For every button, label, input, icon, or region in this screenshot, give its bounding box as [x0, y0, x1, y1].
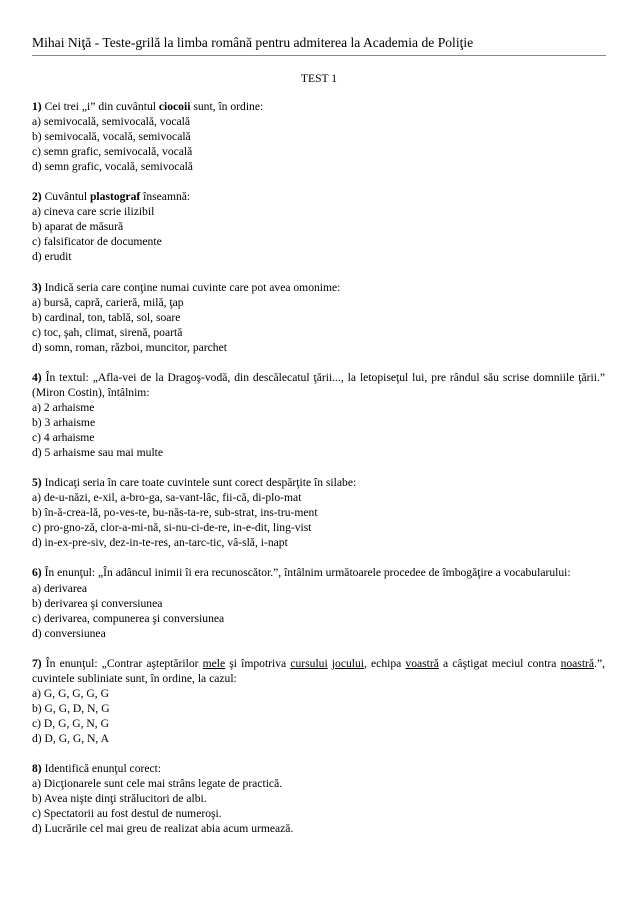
questions-list [32, 99, 605, 851]
question-segment: În enunţul: „Contrar aşteptărilor [41, 656, 203, 670]
question-number: 6) [32, 566, 42, 580]
question-number: 7) [32, 656, 42, 670]
answer-option: c) toc, şah, climat, sirenă, poartă [32, 325, 183, 339]
question-segment: Cei trei „i” din cuvântul [41, 100, 159, 113]
answer-option: c) Spectatorii au fost destul de numeroşi. [32, 807, 222, 821]
answer-option: d) 5 arhaisme sau mai multe [32, 446, 164, 460]
question-number: 3) [32, 280, 42, 294]
question-2 [32, 189, 605, 264]
underlined-word: noastră [560, 656, 595, 670]
underlined-word: mele [202, 656, 226, 670]
question-segment: a câştigat meciul contra [438, 656, 561, 670]
header-divider [32, 55, 606, 56]
answer-option: a) derivarea [32, 581, 88, 595]
underlined-word: voastră [405, 656, 439, 670]
answer-option: d) erudit [32, 250, 72, 264]
question-7 [32, 656, 605, 746]
question-segment: .”, cuvintele subliniate sunt, în ordine, la cazul: [32, 656, 605, 685]
answer-option: d) conversiunea [32, 626, 106, 640]
answer-option: d) semn grafic, vocală, semivocală [32, 160, 193, 174]
answer-option: b) semivocală, vocală, semivocală [32, 130, 191, 144]
answer-option: d) somn, roman, război, muncitor, parchet [32, 340, 227, 354]
answer-option: c) D, G, G, N, G [32, 716, 109, 730]
question-text [32, 475, 605, 490]
answer-option: a) semivocală, semivocală, vocală [32, 115, 191, 129]
question-segment: În textul: „Afla-vei de la Dragoş-vodă, din descălecatul ţării..., la letopiseţul lui, pre rândul său scrise domniile ţării.” (Miron Costin), întâlnim: [32, 370, 605, 399]
question-3 [32, 280, 605, 355]
question-segment: şi împotriva [225, 656, 291, 670]
answer-option: b) Avea nişte dinţi strălucitori de albi. [32, 792, 207, 806]
question-text [32, 189, 605, 204]
answer-option: d) Lucrările cel mai greu de realizat abia acum urmează. [32, 822, 294, 836]
answer-option: a) Dicţionarele sunt cele mai strâns legate de practică. [32, 777, 283, 791]
answer-option: a) de-u-năzi, e-xil, a-bro-ga, sa-vant-lâc, fii-că, di-plo-mat [32, 491, 302, 505]
answer-option: b) G, G, D, N, G [32, 701, 110, 715]
answer-option: a) G, G, G, G, G [32, 686, 109, 700]
page-header: Mihai Niţă - Teste-grilă la limba română pentru admiterea la Academia de Poliţie [32, 35, 474, 50]
answer-option: d) in-ex-pre-siv, dez-in-te-res, an-tarc-tic, vâ-slă, i-napt [32, 536, 288, 550]
question-segment: , echipa [364, 656, 406, 670]
answer-option: c) semn grafic, semivocală, vocală [32, 145, 193, 159]
question-segment: Indică seria care conţine numai cuvinte care pot avea omonime: [41, 280, 341, 294]
answer-option: c) pro-gno-ză, clor-a-mi-nă, si-nu-ci-de-re, in-e-dit, ling-vist [32, 521, 312, 535]
bold-term: ciocoii [158, 100, 191, 113]
answer-option: b) aparat de măsură [32, 220, 124, 234]
question-5 [32, 475, 605, 550]
question-text [32, 656, 605, 686]
question-segment: În enunţul: „În adâncul inimii îi era recunoscător.”, întâlnim următoarele procedee de îmbogăţire a vocabularului: [41, 566, 571, 580]
question-number: 8) [32, 762, 42, 776]
bold-term: plastograf [89, 190, 141, 204]
answer-option: c) 4 arhaisme [32, 431, 95, 445]
question-segment: Indicaţi seria în care toate cuvintele sunt corect despărţite în silabe: [41, 476, 357, 490]
answer-option: b) derivarea şi conversiunea [32, 596, 163, 610]
answer-option: b) în-ă-crea-lă, po-ves-te, bu-năs-ta-re, sub-strat, ins-tru-ment [32, 506, 318, 520]
question-6 [32, 565, 605, 640]
answer-option: d) D, G, G, N, A [32, 731, 109, 745]
answer-option: a) cineva care scrie ilizibil [32, 205, 155, 219]
answer-option: a) 2 arhaisme [32, 400, 95, 414]
underlined-word: jocului [331, 656, 365, 670]
underlined-word: cursului [290, 656, 328, 670]
question-8 [32, 761, 605, 836]
answer-option: b) 3 arhaisme [32, 415, 96, 429]
question-4 [32, 370, 605, 460]
question-segment: Identifică enunţul corect: [41, 762, 162, 776]
question-number: 1) [32, 100, 42, 113]
test-title: TEST 1 [300, 72, 338, 85]
answer-option: c) derivarea, compunerea şi conversiunea [32, 611, 225, 625]
question-segment: Cuvântul [41, 190, 90, 204]
question-text [32, 280, 605, 295]
answer-option: b) cardinal, ton, tablă, sol, soare [32, 310, 181, 324]
question-1 [32, 99, 605, 174]
question-number: 2) [32, 190, 42, 204]
answer-option: a) bursă, capră, carieră, milă, ţap [32, 295, 184, 309]
answer-option: c) falsificator de documente [32, 235, 162, 249]
question-number: 4) [32, 370, 42, 384]
question-text [32, 761, 605, 776]
question-segment: sunt, în ordine: [190, 100, 264, 113]
question-text [32, 565, 605, 580]
question-text [32, 370, 605, 400]
question-number: 5) [32, 476, 42, 490]
question-segment: înseamnă: [140, 190, 191, 204]
question-text [32, 99, 605, 114]
